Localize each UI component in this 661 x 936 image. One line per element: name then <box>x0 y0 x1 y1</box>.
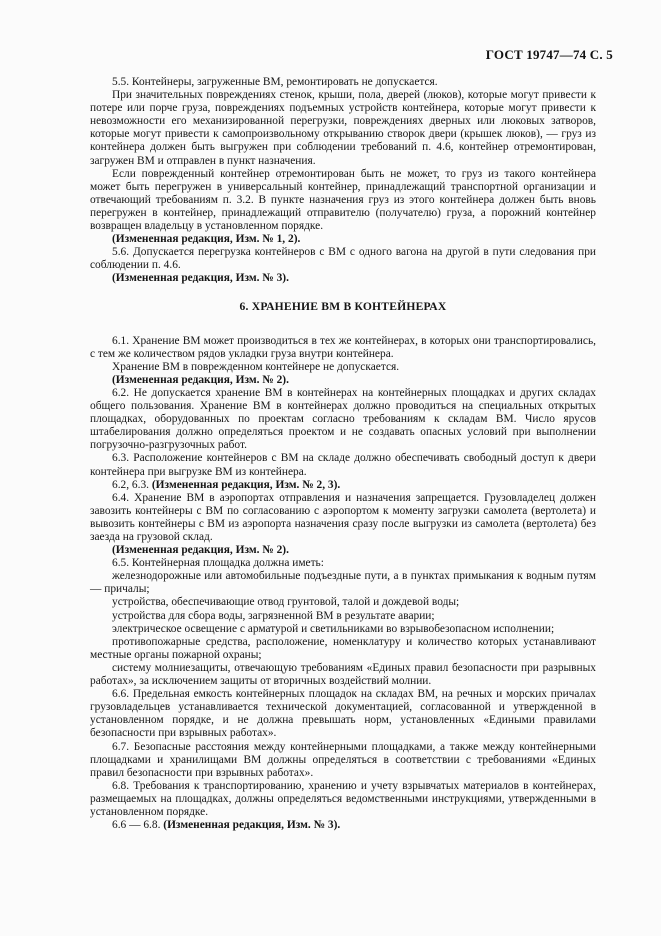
clause-6-6: 6.6. Предельная емкость контейнерных площадок на складах ВМ, на речных и морских причалах грузовладельцев устанавливается технической документацией, согласованной и утвержденной в установленном порядке, и не должна превышать норм, установленных «Едиными правилами безопасности при взрывных работах». <box>90 688 596 740</box>
list-item: устройства для сбора воды, загрязненной ВМ в результате аварии; <box>112 609 435 622</box>
clause-5-6: 5.6. Допускается перегрузка контейнеров с ВМ с одного вагона на другой в пути следования при соблюдении п. 4.6. <box>90 246 596 272</box>
clause-6-5: 6.5. Контейнерная площадка должна иметь: <box>112 557 324 570</box>
clause-6-8: 6.8. Требования к транспортированию, хранению и учету взрывчатых материалов в контейнерах, размещаемых на площадках, должны определяться ведомственными инструкциями, утвержденными в установленном порядке. <box>90 779 596 818</box>
amendment-note: (Измененная редакция, Изм. № 3). <box>112 272 289 285</box>
amendment-note: (Измененная редакция, Изм. № 2). <box>112 373 289 386</box>
clause-6-3: 6.3. Расположение контейнеров с ВМ на складе должно обеспечивать свободный доступ к двери контейнера при выгрузке ВМ из контейнера. <box>90 452 596 478</box>
amendment-note: (Измененная редакция, Изм. № 2). <box>112 544 289 557</box>
list-item: железнодорожные или автомобильные подъездные пути, а в пунктах примыкания к водным путям — причалы; <box>90 570 596 596</box>
clause-5-5: 5.5. Контейнеры, загруженные ВМ, ремонтировать не допускается. <box>112 76 438 88</box>
clause-5-5-repair: Если поврежденный контейнер отремонтирован быть не может, то груз из такого контейнера может быть перегружен в универсальный контейнер, принадлежащий транспортной организации и отвечающий требованиям п. 3.2. В пункте назначения груз из этого контейнера должен быть вновь перегружен в контейнер, принадлежащий отправителю (получателю) груза, а порожний контейнер возвращен владельцу в установленном порядке. <box>90 167 596 233</box>
page-header: ГОСТ 19747—74 С. 5 <box>485 47 613 62</box>
amendment-line <box>90 819 596 832</box>
amendment-line <box>90 479 596 492</box>
section-heading: 6. ХРАНЕНИЕ ВМ В КОНТЕЙНЕРАХ <box>239 299 447 313</box>
list-item: противопожарные средства, расположение, номенклатуру и количество которых устанавливают местные органы пожарной охраны; <box>90 635 596 661</box>
clause-6-1-damaged: Хранение ВМ в поврежденном контейнере не допускается. <box>112 360 400 373</box>
document-body <box>90 76 596 832</box>
clause-6-7: 6.7. Безопасные расстояния между контейнерными площадками, а также между контейнерными площадками и хранилищами ВМ должны определяться в соответствии с требованиями «Единых правил безопасности при взрывных работах». <box>90 740 596 779</box>
clause-6-2: 6.2. Не допускается хранение ВМ в контейнерах на контейнерных площадках и других складах общего пользования. Хранение ВМ в контейнерах должно проводиться на специальных открытых площадках, оборудованных по проектам согласно требованиям к складам ВМ. Число ярусов штабелирования должно определяться проектом и не создавать опасных условий при выполнении погрузочно-разгрузочных работ. <box>90 386 596 452</box>
list-item: электрическое освещение с арматурой и светильниками во взрывобезопасном исполнении; <box>112 622 555 635</box>
clause-ref: 6.2, 6.3. <box>112 478 150 491</box>
amendment-note: (Измененная редакция, Изм. № 2, 3). <box>151 478 341 491</box>
clause-6-4: 6.4. Хранение ВМ в аэропортах отправления и назначения запрещается. Грузовладелец должен завозить контейнеры с ВМ по согласованию с аэропортом к моменту загрузки самолета (вертолета) и вывозить контейнеры с ВМ из аэропорта назначения сразу после выгрузки из самолета (вертолета) без заезда на грузовой склад. <box>90 491 596 543</box>
list-item: устройства, обеспечивающие отвод грунтовой, талой и дождевой воды; <box>112 596 460 609</box>
amendment-note: (Измененная редакция, Изм. № 1, 2). <box>112 233 301 246</box>
amendment-note: (Измененная редакция, Изм. № 3). <box>163 819 341 832</box>
list-item: систему молниезащиты, отвечающую требованиям «Единых правил безопасности при разрывных работах», за исключением защиты от вторичных воздействий молнии. <box>90 661 596 688</box>
clause-6-1: 6.1. Хранение ВМ может производиться в тех же контейнерах, в которых они транспортировались, с тем же количеством рядов укладки груза внутри контейнера. <box>90 334 596 360</box>
clause-5-5-damage: При значительных повреждениях стенок, крыши, пола, дверей (люков), которые могут привести к потере или порче груза, повреждениях подъемных устройств контейнера, которые могут привести к невозможности его механизированной перегрузки, повреждениях дверных или люковых затворов, которые могут привести к самопроизвольному открыванию створок двери (крышек люков), — груз из контейнера должен быть выгружен при соблюдении требований п. 4.6, контейнер отремонтирован, загружен ВМ и отправлен в пункт назначения. <box>90 89 596 167</box>
clause-ref: 6.6 — 6.8. <box>112 819 161 832</box>
